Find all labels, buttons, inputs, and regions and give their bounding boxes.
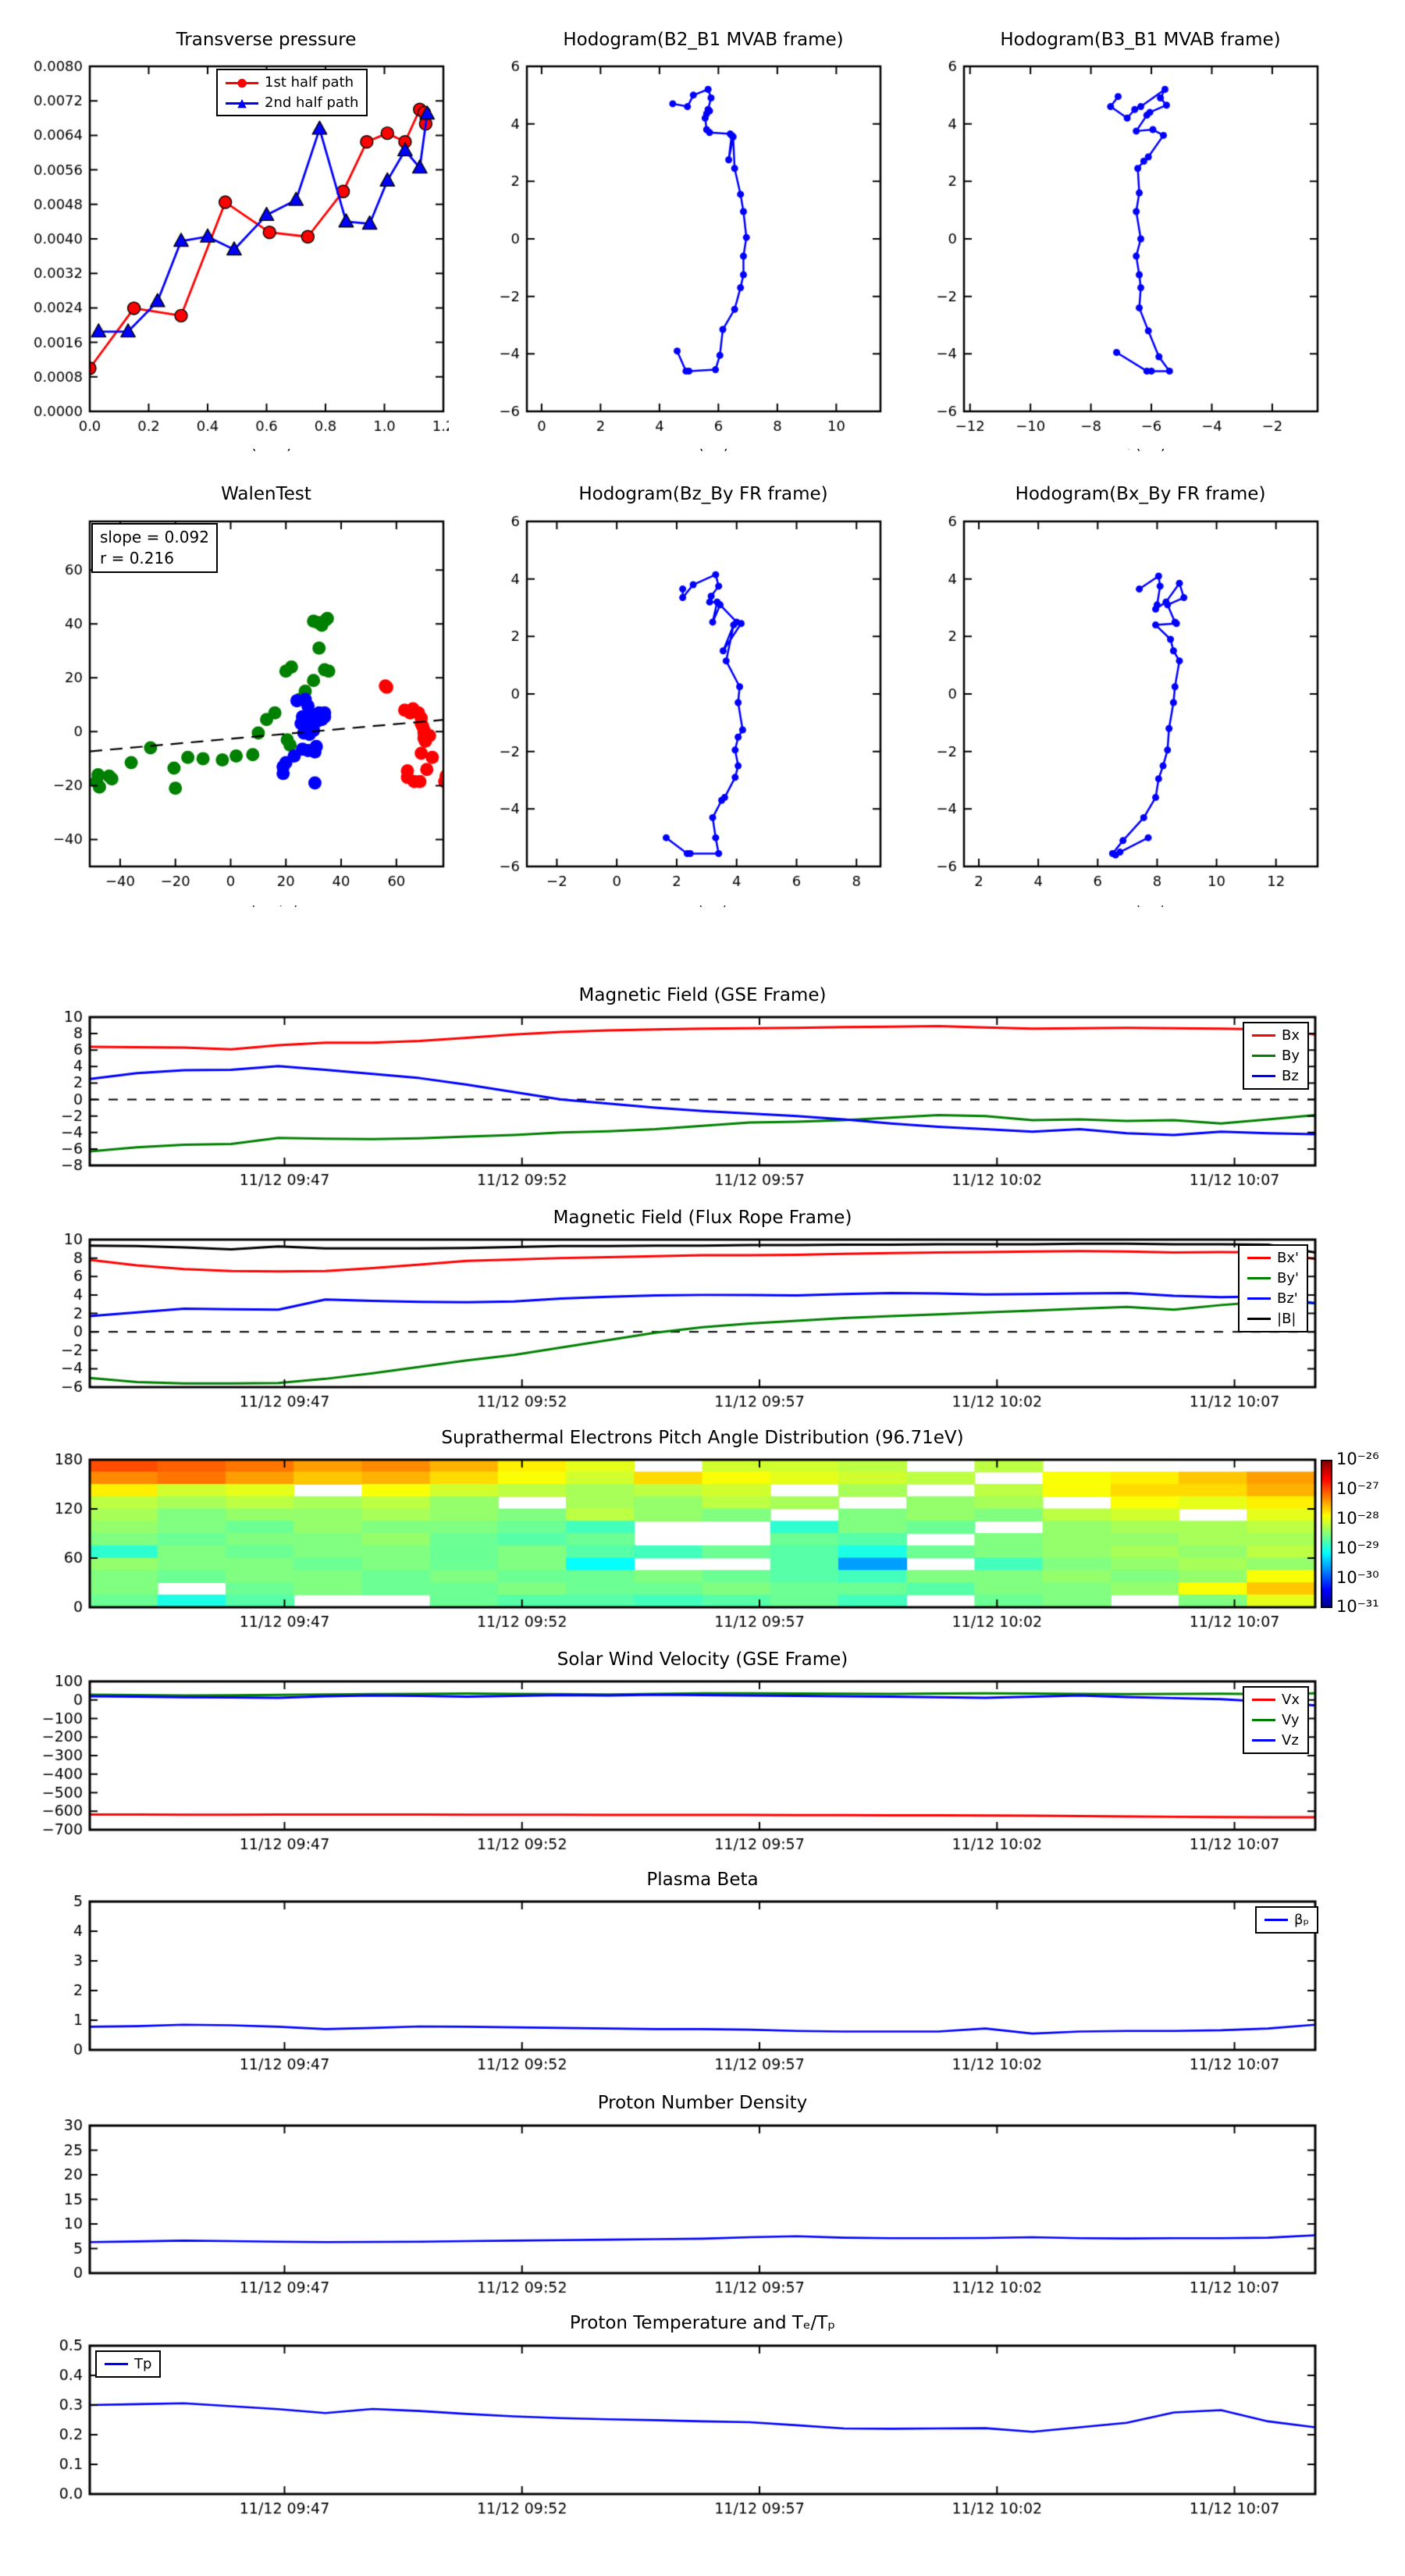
vsw-plot [8, 1675, 1350, 1859]
title-vsw: Solar Wind Velocity (GSE Frame) [557, 1649, 848, 1670]
legend-item-bx [1252, 1027, 1300, 1044]
walen-r-text: r = 0.216 [100, 549, 174, 568]
legend-line-by [1252, 1055, 1275, 1057]
legend-label-bz-prime: Bz' [1277, 1290, 1298, 1307]
mag-gse-plot [8, 1011, 1350, 1194]
hodogram-bxby-plot [886, 507, 1331, 906]
legend-item-bmag [1247, 1311, 1299, 1327]
legend-line-bx [1252, 1034, 1275, 1037]
colorbar-label-1e-28: 10⁻²⁸ [1336, 1509, 1379, 1528]
legend-item-2nd-half [226, 94, 358, 111]
hodogram-bzby-plot [449, 507, 894, 906]
walen-annotation-box [91, 523, 218, 573]
legend-line-vy [1252, 1719, 1275, 1721]
legend-proton-temperature [95, 2350, 161, 2378]
legend-item-vx [1252, 1692, 1300, 1708]
title-proton-temperature: Proton Temperature and Tₑ/Tₚ [569, 2313, 836, 2333]
title-mag-gse: Magnetic Field (GSE Frame) [578, 985, 827, 1005]
pad-colorbar [1321, 1460, 1332, 1608]
legend-line-beta-p [1264, 1919, 1288, 1921]
legend-line-bx-prime [1247, 1257, 1271, 1259]
legend-label-vx: Vx [1282, 1692, 1300, 1708]
title-transverse-pressure: Transverse pressure [176, 30, 357, 50]
colorbar-label-1e-29: 10⁻²⁹ [1336, 1539, 1379, 1557]
legend-label-vz: Vz [1282, 1732, 1299, 1749]
legend-vsw [1243, 1686, 1309, 1754]
plasma-beta-plot [8, 1895, 1350, 2079]
title-walen-test: WalenTest [221, 484, 311, 504]
legend-line-bz-prime [1247, 1297, 1271, 1300]
legend-label-beta-p: βₚ [1294, 1912, 1310, 1928]
colorbar-label-1e-27: 10⁻²⁷ [1336, 1479, 1379, 1498]
legend-item-tp [105, 2356, 151, 2372]
pad-spectrogram-plot [8, 1453, 1350, 1637]
colorbar-label-1e-26: 10⁻²⁶ [1336, 1450, 1379, 1468]
colorbar-label-1e-31: 10⁻³¹ [1336, 1597, 1379, 1616]
legend-label-tp: Tp [134, 2356, 152, 2372]
legend-line-bz [1252, 1075, 1275, 1077]
legend-mag-fr [1238, 1244, 1308, 1332]
legend-item-bz-prime [1247, 1290, 1299, 1307]
proton-density-plot [8, 2119, 1350, 2303]
legend-item-bx-prime [1247, 1250, 1299, 1266]
legend-plasma-beta [1255, 1906, 1318, 1934]
title-pad: Suprathermal Electrons Pitch Angle Distribution (96.71eV) [441, 1428, 964, 1448]
title-hodogram-b3b1: Hodogram(B3_B1 MVAB frame) [1000, 30, 1281, 50]
legend-line-tp [105, 2363, 128, 2365]
proton-temperature-plot [8, 2339, 1350, 2523]
legend-label-2nd-half: 2nd half path [265, 94, 359, 111]
legend-label-bmag: |B| [1277, 1311, 1297, 1327]
legend-line-vz [1252, 1739, 1275, 1742]
triangle-marker-icon: ▲ [237, 95, 247, 109]
hodogram-b3b1-plot [886, 55, 1331, 449]
walen-test-plot [12, 507, 457, 906]
legend-item-bz [1252, 1068, 1300, 1084]
legend-label-by: By [1282, 1048, 1300, 1064]
title-proton-density: Proton Number Density [597, 2093, 808, 2113]
legend-line-vx [1252, 1699, 1275, 1701]
legend-line-bmag [1247, 1318, 1271, 1320]
mag-fr-plot [8, 1233, 1350, 1417]
legend-label-bx-prime: Bx' [1277, 1250, 1299, 1266]
hodogram-b2b1-plot [449, 55, 894, 449]
legend-mag-gse [1243, 1022, 1309, 1090]
title-plasma-beta: Plasma Beta [646, 1870, 759, 1890]
legend-label-bz: Bz [1282, 1068, 1299, 1084]
legend-label-1st-half: 1st half path [265, 74, 354, 91]
legend-label-vy: Vy [1282, 1712, 1300, 1728]
legend-item-vz [1252, 1732, 1300, 1749]
legend-transverse-pressure [216, 69, 368, 116]
walen-slope-text: slope = 0.092 [100, 528, 209, 546]
title-mag-fr: Magnetic Field (Flux Rope Frame) [553, 1208, 852, 1228]
circle-marker-icon: ● [237, 75, 247, 89]
legend-label-bx: Bx [1282, 1027, 1300, 1044]
legend-line-by-prime [1247, 1277, 1271, 1279]
legend-item-vy [1252, 1712, 1300, 1728]
legend-item-1st-half [226, 74, 358, 91]
title-hodogram-bzby: Hodogram(Bz_By FR frame) [578, 484, 828, 504]
legend-label-by-prime: By' [1277, 1270, 1299, 1286]
title-hodogram-b2b1: Hodogram(B2_B1 MVAB frame) [563, 30, 844, 50]
title-hodogram-bxby: Hodogram(Bx_By FR frame) [1015, 484, 1266, 504]
legend-swatch-1st-half [226, 76, 258, 89]
legend-item-by-prime [1247, 1270, 1299, 1286]
legend-swatch-2nd-half [226, 97, 258, 109]
legend-item-beta-p [1264, 1912, 1309, 1928]
legend-item-by [1252, 1048, 1300, 1064]
colorbar-label-1e-30: 10⁻³⁰ [1336, 1568, 1379, 1587]
